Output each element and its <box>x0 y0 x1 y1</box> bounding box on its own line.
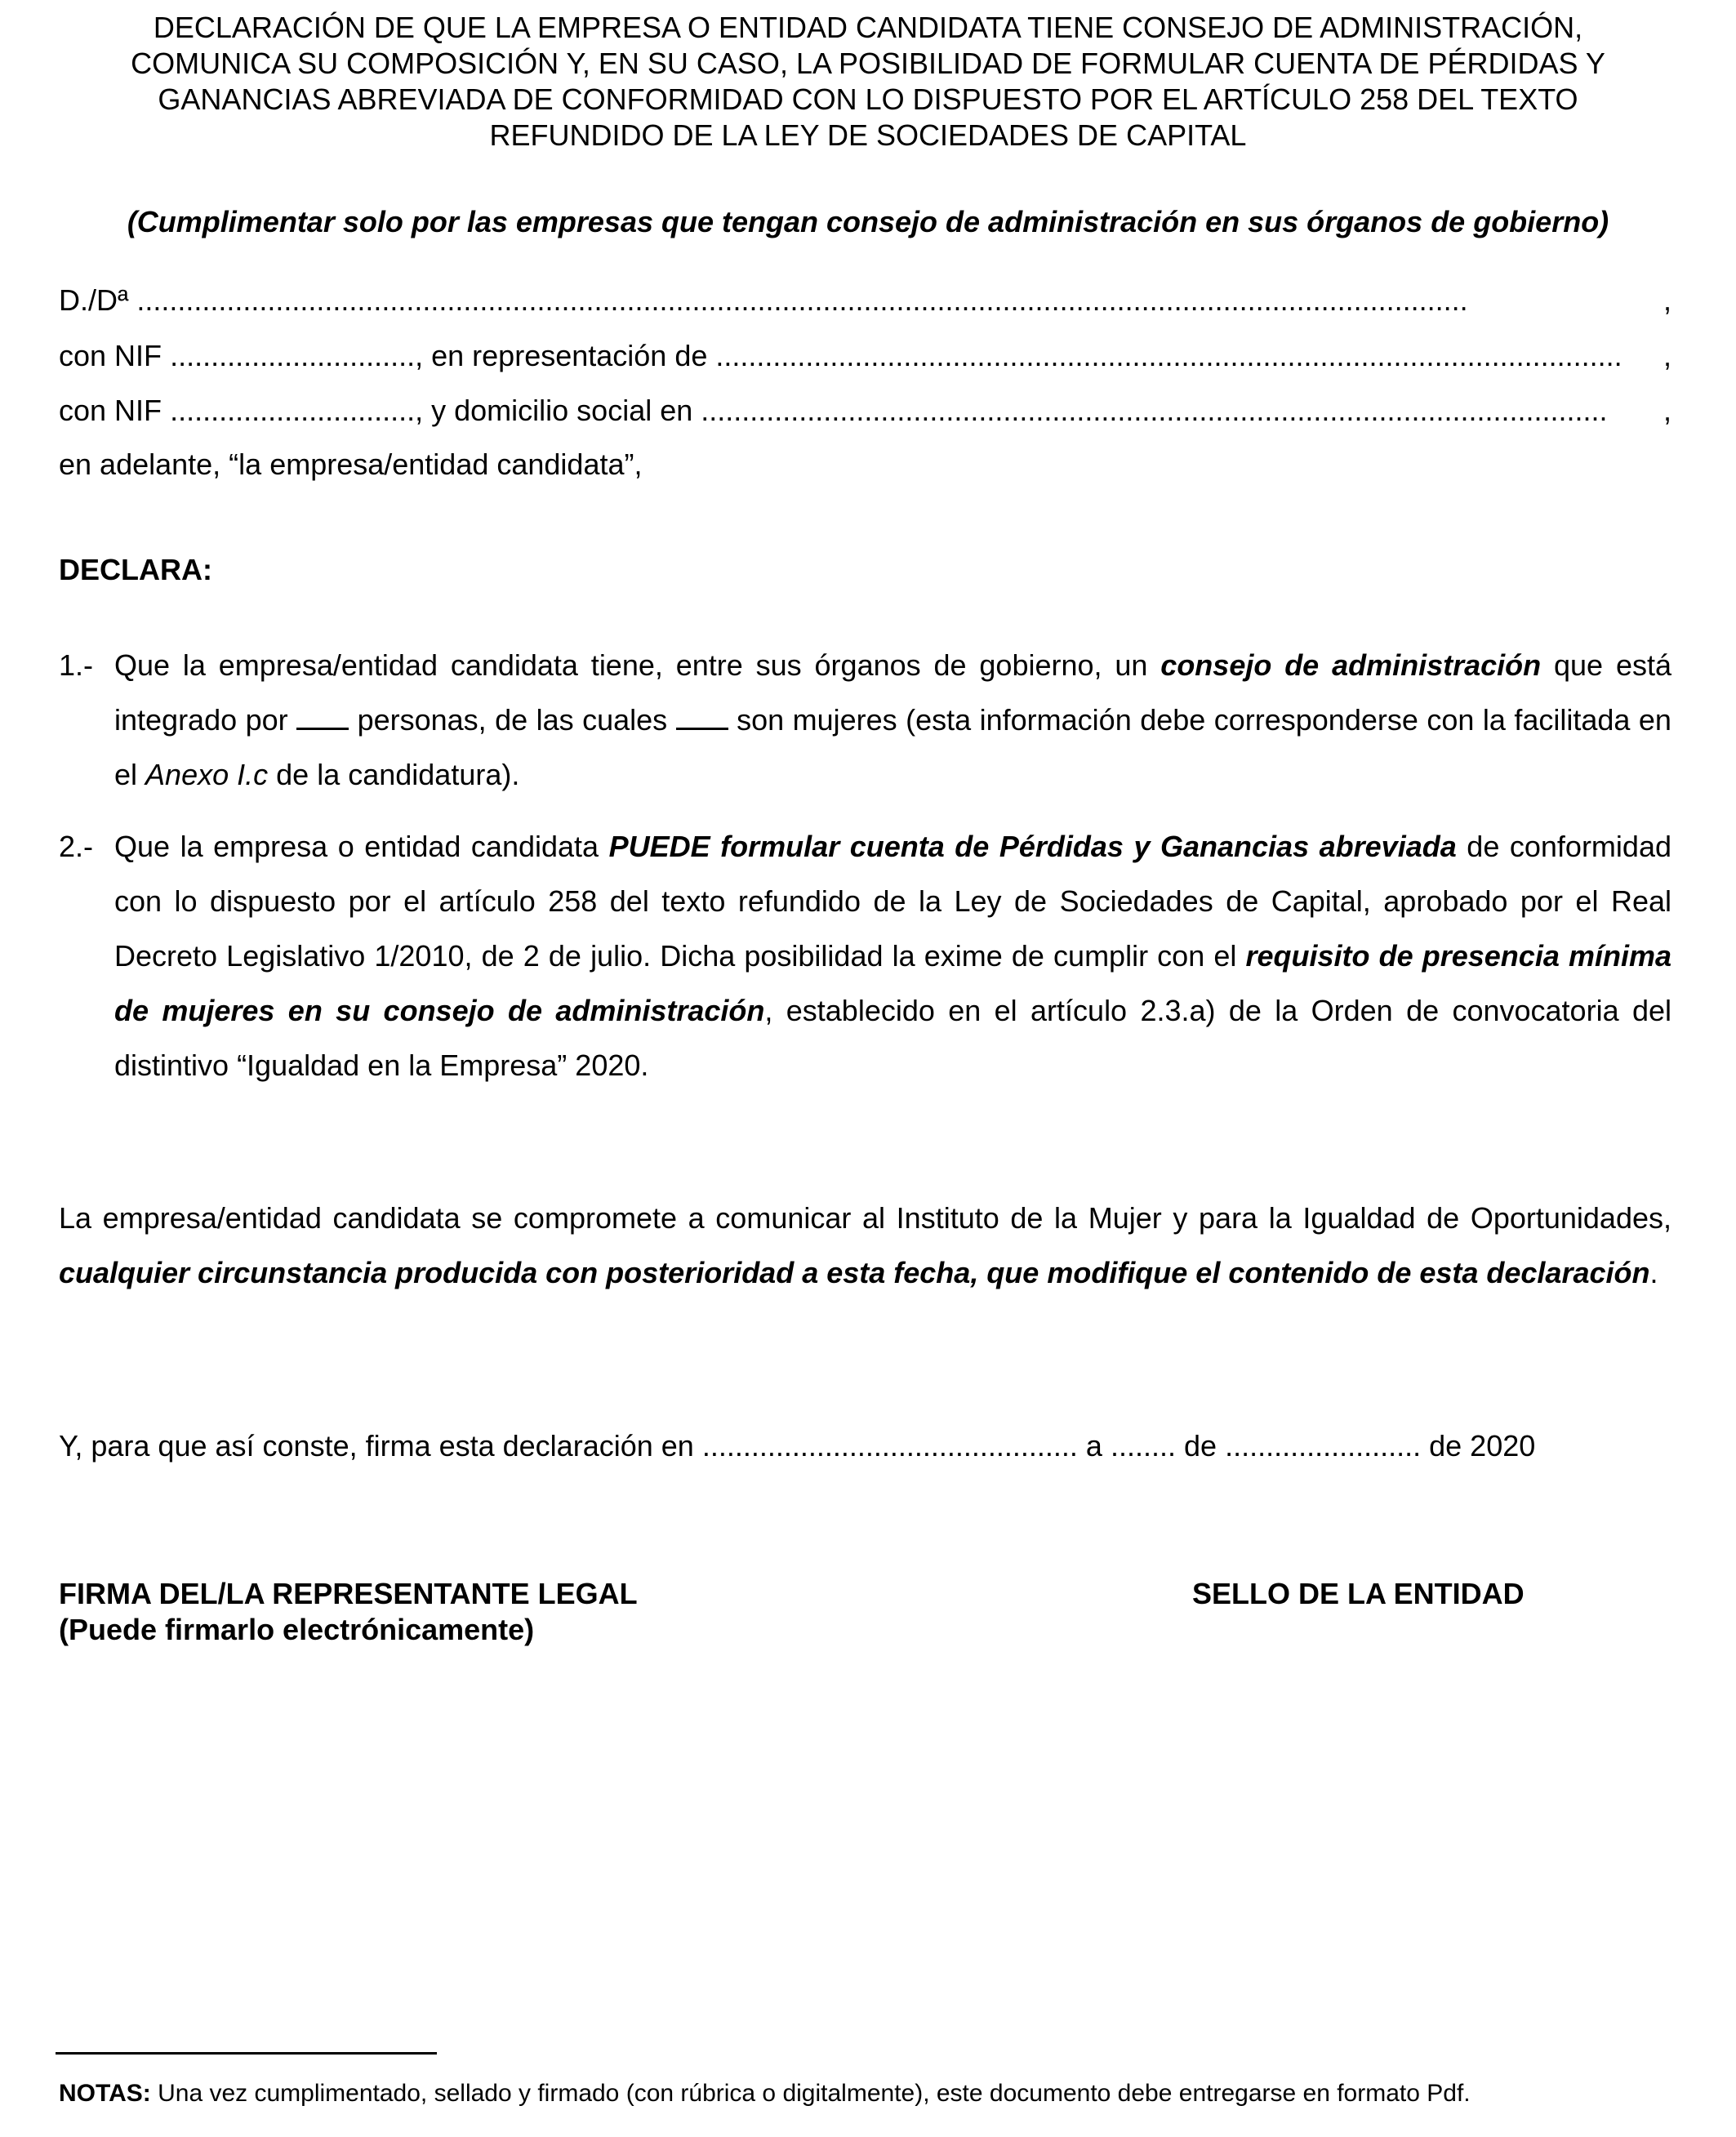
signature-label: FIRMA DEL/LA REPRESENTANTE LEGAL <box>59 1577 638 1610</box>
item-2-part-1: Que la empresa o entidad candidata <box>114 830 599 863</box>
total-persons-field[interactable] <box>296 703 349 730</box>
annex-reference: Anexo I.c <box>145 758 269 791</box>
item-2-emphasis-1: PUEDE formular cuenta de Pérdidas y Ganancias abreviada <box>608 830 1457 863</box>
domicile-field[interactable]: ............................................................................................................... <box>701 394 1608 427</box>
notes-divider <box>56 2052 437 2055</box>
month-label: de <box>1184 1429 1217 1463</box>
signature-intro: Y, para que así conste, firma esta declaración en <box>59 1429 694 1463</box>
name-field[interactable]: ................................................................................................................................................................... <box>136 283 1468 317</box>
commitment-part-1: La empresa/entidad candidata se compromete a comunicar al Instituto de la Mujer y para la Igualdad de Oportunidades, <box>59 1201 1671 1235</box>
company-nif-field[interactable]: .............................. <box>170 394 416 427</box>
company-nif-label: con NIF <box>59 394 162 427</box>
commitment-emphasis: cualquier circunstancia producida con posterioridad a esta fecha, que modifique el contenido de esta declaración <box>59 1256 1650 1289</box>
nif-representation-line <box>59 338 1671 374</box>
notes-footer <box>59 2077 1471 2110</box>
representation-line-end: , <box>1663 339 1671 372</box>
name-line <box>59 283 1671 318</box>
day-label: a <box>1085 1429 1102 1463</box>
nif-field[interactable]: .............................. <box>170 339 416 372</box>
declara-heading: DECLARA: <box>59 553 212 586</box>
item-2-part-3: , establecido en el artículo 2.3.a) de la Orden de convocatoria del distintivo “Igualdad en la Empresa” 2020. <box>114 994 1671 1082</box>
item-1-part-5: de la candidatura). <box>276 758 520 791</box>
item-2-part-2: de conformidad con lo dispuesto por el artículo 258 del texto refundido de la Ley de Sociedades de Capital, aprobado por el Real Decreto Legislativo 1/2010, de 2 de julio. Dicha posibilidad la exime de cumplir con el <box>114 830 1671 973</box>
signature-note: (Puede firmarlo electrónicamente) <box>59 1613 535 1646</box>
title-line-1: DECLARACIÓN DE QUE LA EMPRESA O ENTIDAD CANDIDATA TIENE CONSEJO DE ADMINISTRACIÓN, <box>153 11 1583 44</box>
notes-text: Una vez cumplimentado, sellado y firmado (con rúbrica o digitalmente), este documento debe entregarse en formato Pdf. <box>150 2080 1471 2107</box>
month-field[interactable]: ........................ <box>1225 1429 1422 1463</box>
item-1-part-3: personas, de las cuales <box>357 703 668 737</box>
item-1-part-4: son mujeres (esta información debe corresponderse con la facilitada en el <box>114 703 1671 791</box>
representation-field[interactable]: ............................................................................................................... <box>715 339 1622 372</box>
title-line-3: GANANCIAS ABREVIADA DE CONFORMIDAD CON LO DISPUESTO POR EL ARTÍCULO 258 DEL TEXTO <box>158 82 1578 116</box>
women-count-field[interactable] <box>676 703 728 730</box>
item-2-number: 2.- <box>59 830 94 863</box>
entity-stamp-label: SELLO DE LA ENTIDAD <box>1192 1577 1525 1610</box>
notes-label: NOTAS: <box>59 2080 151 2107</box>
day-field[interactable]: ........ <box>1110 1429 1176 1463</box>
nif-label: con NIF <box>59 339 162 372</box>
item-1-emphasis: consejo de administración <box>1160 648 1542 682</box>
name-line-end: , <box>1663 283 1671 317</box>
instructions-subtitle: (Cumplimentar solo por las empresas que tengan consejo de administración en sus órganos de gobierno) <box>127 205 1609 238</box>
year-label: de 2020 <box>1429 1429 1536 1463</box>
signature-place-date-line <box>59 1428 1671 1464</box>
item-1-text <box>114 638 1671 802</box>
nif-domicile-line <box>59 393 1671 429</box>
domicile-label: , y domicilio social en <box>415 394 693 427</box>
document-title <box>49 10 1687 154</box>
commitment-period: . <box>1649 1256 1658 1289</box>
item-1-part-2: que está integrado por <box>114 648 1671 737</box>
item-2-text <box>114 819 1671 1093</box>
item-1-number: 1.- <box>59 648 94 682</box>
item-1-part-1: Que la empresa/entidad candidata tiene, entre sus órganos de gobierno, un <box>114 648 1148 682</box>
title-line-4: REFUNDIDO DE LA LEY DE SOCIEDADES DE CAPITAL <box>489 118 1247 152</box>
representation-label: , en representación de <box>415 339 708 372</box>
legal-representative-signature-block <box>59 1576 638 1648</box>
item-2-emphasis-2: requisito de presencia mínima de mujeres en su consejo de administración <box>114 939 1671 1027</box>
title-line-2: COMUNICA SU COMPOSICIÓN Y, EN SU CASO, LA POSIBILIDAD DE FORMULAR CUENTA DE PÉRDIDAS Y <box>131 47 1605 80</box>
place-field[interactable]: .............................................. <box>701 1429 1078 1463</box>
commitment-paragraph <box>59 1191 1671 1300</box>
candidate-definition: en adelante, “la empresa/entidad candidata”, <box>59 447 643 481</box>
domicile-line-end: , <box>1663 394 1671 427</box>
name-label: D./Dª <box>59 283 129 317</box>
